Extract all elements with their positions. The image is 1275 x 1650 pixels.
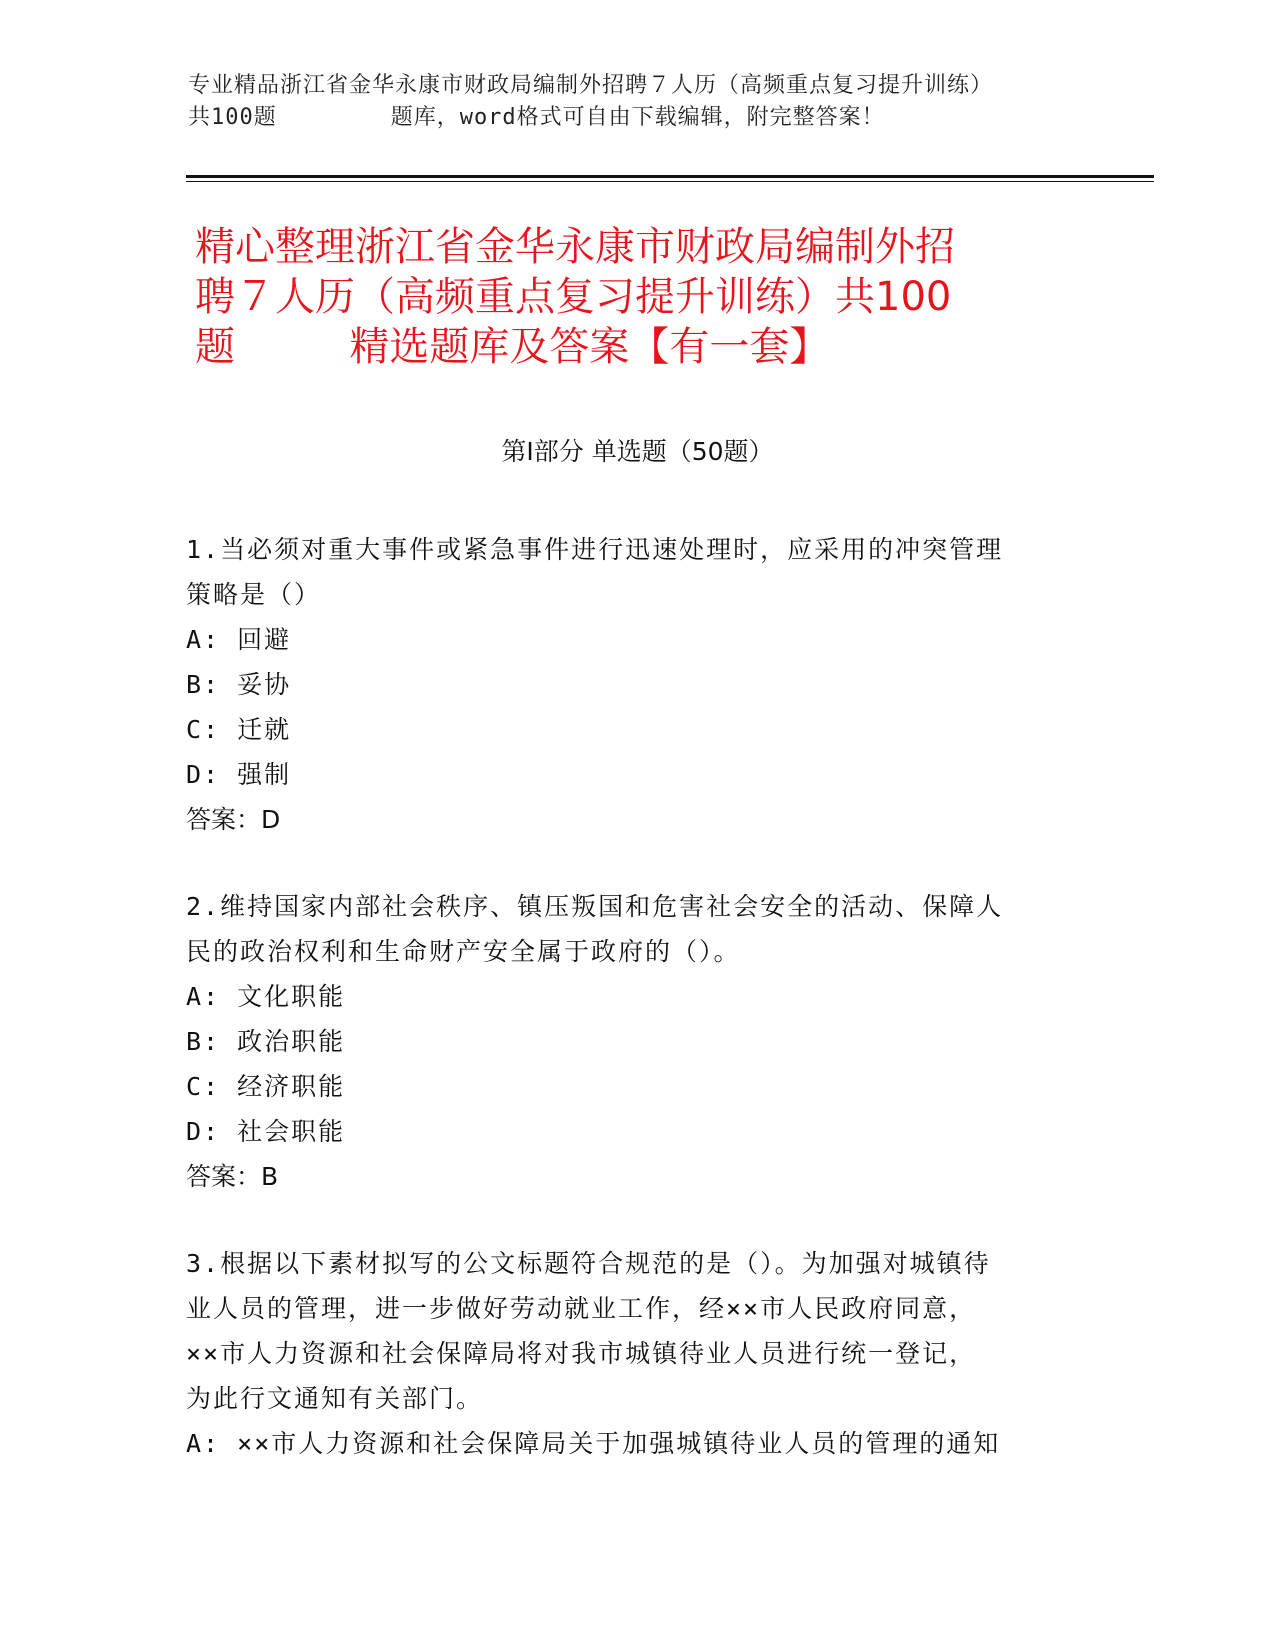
title-line-1: 精心整理浙江省金华永康市财政局编制外招 bbox=[195, 224, 955, 270]
question-1-line-1: 1.当必须对重大事件或紧急事件进行迅速处理时，应采用的冲突管理 bbox=[186, 535, 1004, 564]
question-2-text bbox=[186, 884, 1086, 974]
header-line-2: 共100题 题库，word格式可自由下载编辑，附完整答案！ bbox=[188, 105, 885, 130]
page-header bbox=[188, 70, 1088, 134]
question-2-option-c: C: 经济职能 bbox=[186, 1072, 346, 1101]
question-3-option-a: A: ××市人力资源和社会保障局关于加强城镇待业人员的管理的通知 bbox=[186, 1429, 1001, 1458]
question-1-answer: 答案：D bbox=[186, 805, 281, 834]
header-line-1: 专业精品浙江省金华永康市财政局编制外招聘７人历（高频重点复习提升训练） bbox=[188, 73, 994, 98]
header-divider-thin bbox=[186, 181, 1154, 182]
question-1-option-a: A: 回避 bbox=[186, 625, 292, 654]
question-3 bbox=[186, 1241, 1086, 1466]
question-2-option-a: A: 文化职能 bbox=[186, 982, 346, 1011]
title-line-2: 聘７人历（高频重点复习提升训练）共100 bbox=[195, 274, 952, 320]
title-line-3: 题 精选题库及答案【有一套】 bbox=[195, 324, 830, 370]
question-2 bbox=[186, 884, 1086, 1199]
question-1 bbox=[186, 527, 1086, 842]
question-3-line-4: 为此行文通知有关部门。 bbox=[186, 1384, 484, 1413]
question-1-option-b: B: 妥协 bbox=[186, 670, 292, 699]
question-2-option-d: D: 社会职能 bbox=[186, 1117, 346, 1146]
question-1-option-c: C: 迁就 bbox=[186, 715, 292, 744]
section-heading: 第Ⅰ部分 单选题（50题） bbox=[501, 437, 774, 466]
question-1-text bbox=[186, 527, 1086, 617]
question-3-line-1: 3.根据以下素材拟写的公文标题符合规范的是（）。为加强对城镇待 bbox=[186, 1249, 991, 1278]
question-2-answer: 答案：B bbox=[186, 1162, 279, 1191]
question-1-option-d: D: 强制 bbox=[186, 760, 292, 789]
question-3-line-2: 业人员的管理，进一步做好劳动就业工作，经××市人民政府同意， bbox=[186, 1294, 977, 1323]
document-title bbox=[195, 222, 1095, 372]
question-3-line-3: ××市人力资源和社会保障局将对我市城镇待业人员进行统一登记， bbox=[186, 1339, 977, 1368]
question-1-line-2: 策略是（） bbox=[186, 580, 322, 609]
header-divider-thick bbox=[186, 175, 1154, 178]
question-3-text bbox=[186, 1241, 1086, 1421]
question-2-option-b: B: 政治职能 bbox=[186, 1027, 346, 1056]
question-list bbox=[186, 527, 1086, 1508]
question-2-line-1: 2.维持国家内部社会秩序、镇压叛国和危害社会安全的活动、保障人 bbox=[186, 892, 1004, 921]
question-2-line-2: 民的政治权利和生命财产安全属于政府的（）。 bbox=[186, 937, 741, 966]
